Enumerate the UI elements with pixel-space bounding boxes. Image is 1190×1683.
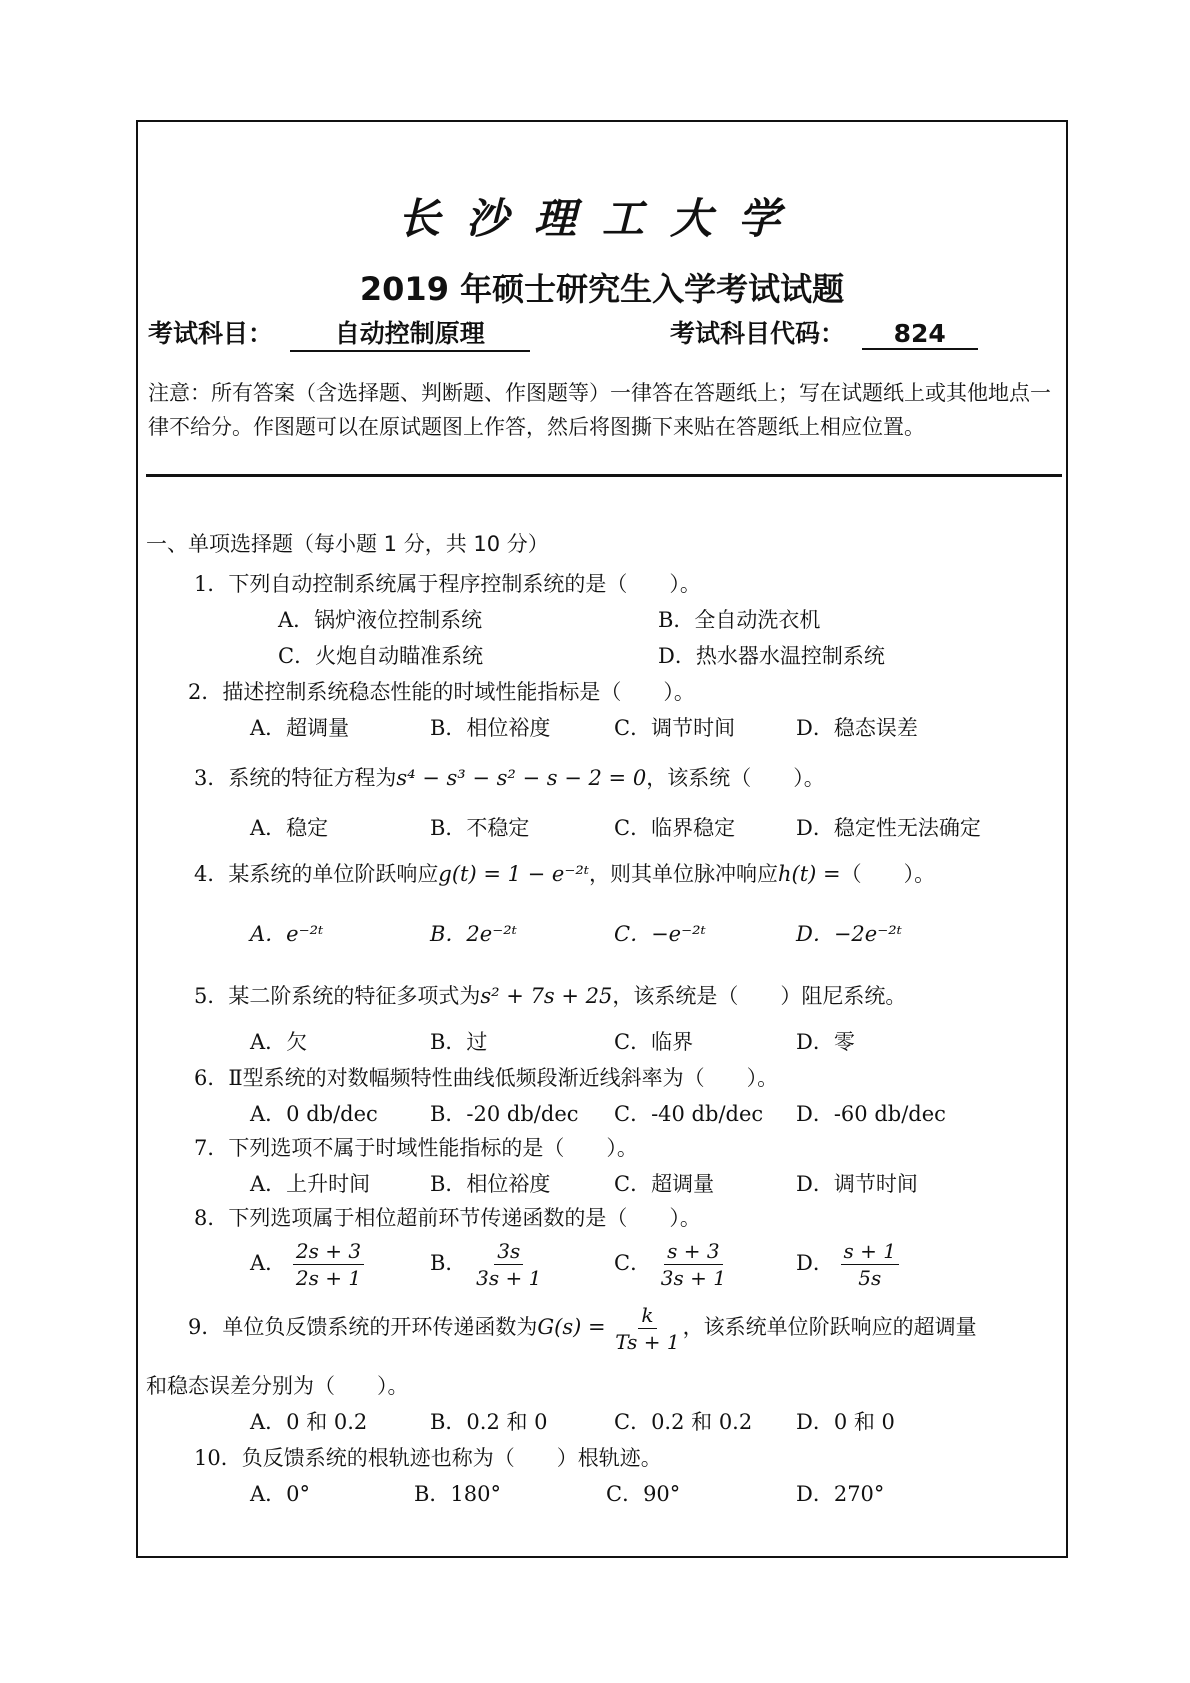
q1-option-d: D．热水器水温控制系统 bbox=[658, 644, 885, 668]
q5-polynomial: s² + 7s + 25 bbox=[480, 984, 613, 1008]
subject-row bbox=[148, 314, 530, 352]
q9-option-a: A．0 和 0.2 bbox=[250, 1410, 368, 1434]
exam-title: 2019 年硕士研究生入学考试试题 bbox=[359, 270, 845, 308]
question-9-line2: 和稳态误差分别为（ ）。 bbox=[146, 1374, 409, 1398]
q5-option-d: D．零 bbox=[796, 1030, 855, 1054]
code-value: 824 bbox=[862, 319, 978, 350]
q2-option-c: C．调节时间 bbox=[614, 716, 736, 740]
question-6: 6．Ⅱ型系统的对数幅频特性曲线低频段渐近线斜率为（ ）。 bbox=[194, 1066, 779, 1090]
question-8: 8．下列选项属于相位超前环节传递函数的是（ ）。 bbox=[194, 1206, 701, 1230]
q6-option-b: B．-20 db/dec bbox=[430, 1102, 579, 1126]
q7-option-c: C．超调量 bbox=[614, 1172, 715, 1196]
question-3: 3．系统的特征方程为s⁴ − s³ − s² − s − 2 = 0，该系统（ ）。 bbox=[194, 766, 825, 790]
q8-b-fraction: $\frac{3s}{3s + 1}$ bbox=[476, 1239, 542, 1290]
q6-option-d: D．-60 db/dec bbox=[796, 1102, 946, 1126]
q9-fraction: $\frac{k}{Ts + 1}$ bbox=[615, 1303, 680, 1354]
q8-a-fraction: $\frac{2s + 3}{2s + 1}$ bbox=[293, 1238, 364, 1291]
q6-option-a: A．0 db/dec bbox=[250, 1102, 378, 1126]
q10-option-c: C．90° bbox=[606, 1482, 681, 1506]
q9-option-d: D．0 和 0 bbox=[796, 1410, 895, 1434]
q2-option-b: B．相位裕度 bbox=[430, 716, 551, 740]
code-row bbox=[670, 314, 978, 350]
q8-option-a: A． $\frac{2s + 3}{2s + 1}$ bbox=[250, 1238, 364, 1291]
q9-option-c: C．0.2 和 0.2 bbox=[614, 1410, 753, 1434]
q5-option-c: C．临界 bbox=[614, 1030, 694, 1054]
q1-option-a: A．锅炉液位控制系统 bbox=[278, 608, 483, 632]
q3-option-c: C．临界稳定 bbox=[614, 816, 736, 840]
q4-option-a: A．e⁻²ᵗ bbox=[250, 922, 324, 946]
question-4: 4．某系统的单位阶跃响应g(t) = 1 − e⁻²ᵗ，则其单位脉冲响应h(t) =（ ）。 bbox=[194, 862, 936, 886]
q10-option-a: A．0° bbox=[250, 1482, 311, 1506]
q8-option-b: B． $\frac{3s}{3s + 1}$ bbox=[430, 1238, 544, 1291]
university-name: 长沙理工大学 bbox=[397, 194, 806, 243]
question-1: 1．下列自动控制系统属于程序控制系统的是（ ）。 bbox=[194, 572, 701, 596]
exam-frame bbox=[136, 120, 1068, 1558]
q4-option-d: D．−2e⁻²ᵗ bbox=[796, 922, 902, 946]
q5-option-a: A．欠 bbox=[250, 1030, 308, 1054]
question-5: 5．某二阶系统的特征多项式为s² + 7s + 25，该系统是（ ）阻尼系统。 bbox=[194, 984, 907, 1008]
q2-option-a: A．超调量 bbox=[250, 716, 350, 740]
q7-option-a: A．上升时间 bbox=[250, 1172, 371, 1196]
q3-option-d: D．稳定性无法确定 bbox=[796, 816, 981, 840]
q5-option-b: B．过 bbox=[430, 1030, 488, 1054]
q9-transfer-function: G(s) = bbox=[537, 1315, 606, 1339]
q3-characteristic-equation: s⁴ − s³ − s² − s − 2 = 0 bbox=[396, 766, 647, 790]
question-9: 9．单位负反馈系统的开环传递函数为G(s) = $\frac{k}{Ts + 1}$ ，该系统单位阶跃响应的超调量 bbox=[188, 1303, 977, 1354]
q6-option-c: C．-40 db/dec bbox=[614, 1102, 764, 1126]
question-2: 2．描述控制系统稳态性能的时域性能指标是（ ）。 bbox=[188, 680, 695, 704]
q10-option-d: D．270° bbox=[796, 1482, 885, 1506]
q8-c-fraction: $\frac{s + 3}{3s + 1}$ bbox=[660, 1239, 726, 1290]
q4-option-c: C．−e⁻²ᵗ bbox=[614, 922, 706, 946]
q4-impulse-response: h(t) = bbox=[778, 862, 841, 886]
q10-option-b: B．180° bbox=[414, 1482, 502, 1506]
q2-option-d: D．稳态误差 bbox=[796, 716, 918, 740]
q1-option-b: B．全自动洗衣机 bbox=[658, 608, 821, 632]
notice: 注意：所有答案（含选择题、判断题、作图题等）一律答在答题纸上；写在试题纸上或其他地点一律不给分。作图题可以在原试题图上作答，然后将图撕下来贴在答题纸上相应位置。 bbox=[148, 381, 1051, 439]
q9-option-b: B．0.2 和 0 bbox=[430, 1410, 548, 1434]
q8-option-d: D． $\frac{s + 1}{5s}$ bbox=[796, 1238, 899, 1291]
q8-d-fraction: $\frac{s + 1}{5s}$ bbox=[841, 1238, 899, 1291]
code-label: 考试科目代码： bbox=[670, 319, 846, 348]
q4-step-response: g(t) = 1 − e⁻²ᵗ bbox=[438, 862, 590, 886]
section-title: 一、单项选择题（每小题 1 分，共 10 分） bbox=[146, 532, 549, 556]
q8-option-c: C． $\frac{s + 3}{3s + 1}$ bbox=[614, 1238, 729, 1291]
notice-divider bbox=[146, 474, 1062, 477]
q7-option-b: B．相位裕度 bbox=[430, 1172, 551, 1196]
question-10: 10．负反馈系统的根轨迹也称为（ ）根轨迹。 bbox=[194, 1446, 662, 1470]
q4-option-b: B．2e⁻²ᵗ bbox=[430, 922, 517, 946]
question-7: 7．下列选项不属于时域性能指标的是（ ）。 bbox=[194, 1136, 638, 1160]
subject-label: 考试科目： bbox=[148, 319, 274, 348]
q3-option-a: A．稳定 bbox=[250, 816, 329, 840]
subject-value: 自动控制原理 bbox=[290, 314, 530, 352]
q7-option-d: D．调节时间 bbox=[796, 1172, 918, 1196]
q1-option-c: C．火炮自动瞄准系统 bbox=[278, 644, 484, 668]
q3-option-b: B．不稳定 bbox=[430, 816, 530, 840]
